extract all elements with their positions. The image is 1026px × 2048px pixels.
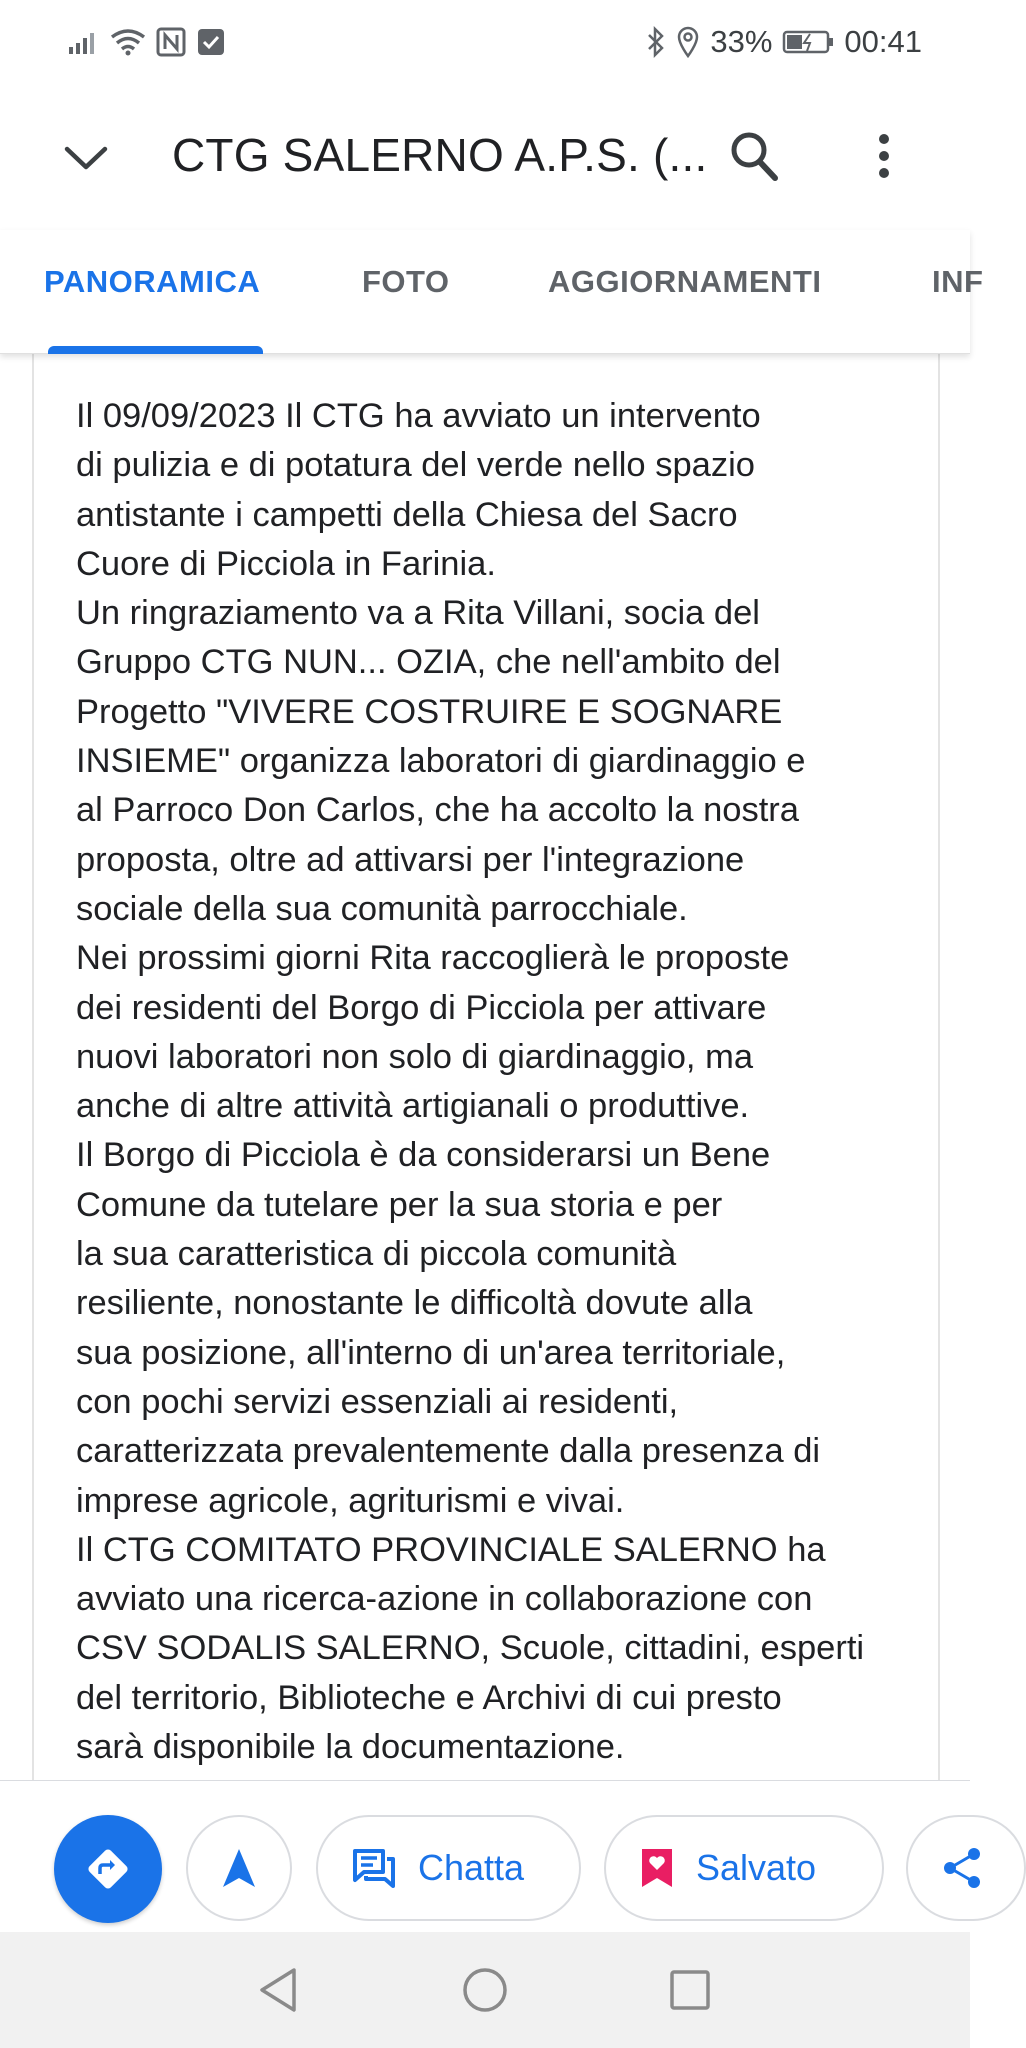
chevron-down-icon [63, 143, 109, 173]
post-line: Un ringraziamento va a Rita Villani, socia del [76, 594, 760, 633]
post-line: antistante i campetti della Chiesa del Sacro [76, 495, 738, 534]
search-button[interactable] [722, 124, 786, 188]
post-line: nuovi laboratori non solo di giardinaggio, ma [76, 1037, 754, 1076]
more-options-button[interactable] [856, 124, 912, 188]
saved-label: Salvato [696, 1847, 817, 1888]
battery-icon [782, 29, 834, 55]
location-icon [676, 26, 700, 58]
back-triangle-icon [256, 1966, 300, 2014]
recents-square-icon [668, 1968, 712, 2012]
action-bar [0, 1780, 970, 1932]
post-line: Gruppo CTG NUN... OZIA, che nell'ambito del [76, 643, 781, 682]
post-line: proposta, oltre ad attivarsi per l'integrazione [76, 840, 745, 879]
post-line: Il 09/09/2023 Il CTG ha avviato un intervento [76, 397, 761, 435]
saved-button[interactable] [604, 1815, 884, 1921]
collapse-button[interactable] [56, 128, 116, 188]
chat-button[interactable] [316, 1815, 581, 1921]
bookmark-heart-icon [640, 1847, 674, 1889]
home-circle-icon [461, 1966, 509, 2014]
directions-icon [83, 1844, 133, 1894]
battery-percent: 33% [710, 24, 773, 59]
directions-button[interactable] [54, 1815, 162, 1923]
post-line: caratterizzata prevalentemente dalla presenza di [76, 1432, 821, 1471]
status-left [68, 27, 226, 57]
nav-recents-button[interactable] [662, 1962, 718, 2018]
post-line: sarà disponibile la documentazione. [76, 1728, 625, 1767]
more-vert-icon [877, 133, 891, 179]
clock: 00:41 [844, 24, 922, 59]
tab-foto[interactable]: FOTO [362, 264, 450, 299]
tab-info[interactable]: INF [932, 264, 984, 299]
wifi-icon [110, 28, 146, 56]
share-button[interactable] [906, 1815, 1026, 1921]
status-bar [0, 0, 970, 84]
status-right [646, 24, 922, 60]
post-line: resiliente, nonostante le difficoltà dovute alla [76, 1284, 753, 1323]
post-line: Progetto "VIVERE COSTRUIRE E SOGNARE [76, 692, 783, 731]
post-line: del territorio, Biblioteche e Archivi di cui presto [76, 1678, 782, 1717]
nfc-icon [156, 27, 186, 57]
chat-label: Chatta [418, 1847, 525, 1888]
post-line: dei residenti del Borgo di Picciola per attivare [76, 988, 767, 1027]
tab-panoramica[interactable]: PANORAMICA [44, 264, 261, 299]
post-line: anche di altre attività artigianali o produttive. [76, 1087, 750, 1126]
tab-bar [0, 230, 984, 354]
navigation-arrow-icon [219, 1847, 259, 1889]
post-line: avviato una ricerca-azione in collaborazione con [76, 1580, 813, 1619]
post-text [76, 392, 936, 1772]
post-line: Comune da tutelare per la sua storia e per [76, 1185, 723, 1224]
post-line: sociale della sua comunità parrocchiale. [76, 889, 688, 928]
bluetooth-icon [646, 26, 666, 58]
post-line: CSV SODALIS SALERNO, Scuole, cittadini, esperti [76, 1629, 865, 1668]
nav-home-button[interactable] [457, 1962, 513, 2018]
post-line: INSIEME" organizza laboratori di giardinaggio e [76, 742, 806, 781]
signal-icon [68, 29, 100, 55]
post-line: Il CTG COMITATO PROVINCIALE SALERNO ha [76, 1530, 826, 1569]
nav-back-button[interactable] [250, 1962, 306, 2018]
post-line: Il Borgo di Picciola è da considerarsi un Bene [76, 1136, 771, 1175]
page-title: CTG SALERNO A.P.S. (... [172, 129, 708, 181]
post-line: sua posizione, all'interno di un'area territoriale, [76, 1333, 786, 1372]
post-line: la sua caratteristica di piccola comunità [76, 1235, 677, 1274]
system-nav-bar [0, 1932, 970, 2048]
chat-icon [352, 1848, 396, 1888]
share-icon [942, 1846, 982, 1890]
active-tab-indicator [48, 346, 263, 354]
post-line: con pochi servizi essenziali ai residenti, [76, 1382, 679, 1421]
start-navigation-button[interactable] [186, 1815, 292, 1921]
post-line: Nei prossimi giorni Rita raccoglierà le proposte [76, 939, 790, 978]
task-icon [196, 27, 226, 57]
post-line: Cuore di Picciola in Farinia. [76, 544, 496, 583]
search-icon [729, 130, 779, 182]
post-line: al Parroco Don Carlos, che ha accolto la nostra [76, 791, 799, 830]
post-line: imprese agricole, agriturismi e vivai. [76, 1481, 625, 1520]
post-line: di pulizia e di potatura del verde nello spazio [76, 446, 755, 485]
update-post-card [32, 354, 940, 1780]
tab-aggiornamenti[interactable]: AGGIORNAMENTI [548, 264, 822, 299]
app-bar [0, 84, 970, 230]
